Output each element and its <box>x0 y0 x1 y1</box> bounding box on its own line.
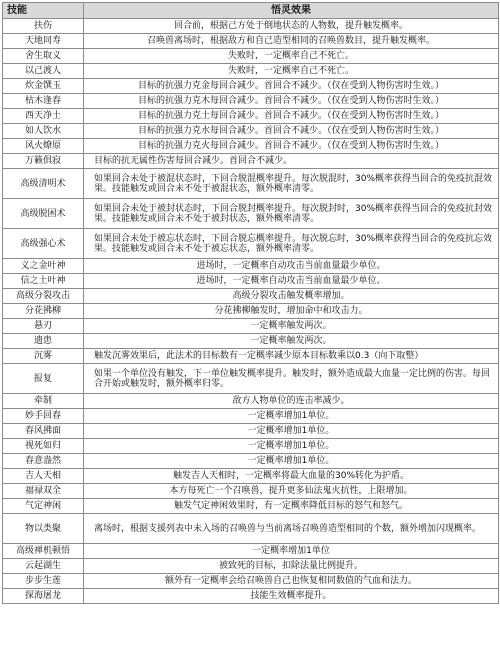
table-row <box>3 154 499 169</box>
table-row <box>3 229 499 259</box>
skill-name-cell: 悬刃 <box>3 319 84 334</box>
table-row <box>3 334 499 349</box>
skill-effect-cell: 本方每死亡一个召唤兽，提升更多仙法鬼火抗性，上限增加。 <box>84 484 499 499</box>
skill-name-cell: 高级强心术 <box>3 229 84 259</box>
skill-effect-cell: 目标的抗无属性伤害每回合减少。首回合不减少。 <box>84 154 499 169</box>
skill-name-cell: 天地同寿 <box>3 34 84 49</box>
skill-name-cell: 西天净土 <box>3 109 84 124</box>
skill-effect-cell: 一定概率增加1单位。 <box>84 409 499 424</box>
skill-effect-cell: 如果回合未处于被封状态时，下回合脱封概率提升。每次脱封时，30%概率获得当回合的免疫抗封效果。技能触发或回合未不处于被封状态，额外概率清零。 <box>84 199 499 229</box>
skill-effect-cell: 一定概率触发两次。 <box>84 319 499 334</box>
table-row <box>3 574 499 589</box>
table-body <box>3 19 499 604</box>
skill-name-cell: 福禄双全 <box>3 484 84 499</box>
table-row <box>3 499 499 514</box>
skill-effect-cell: 如果回合未处于被忘状态时，下回合脱忘概率提升。每次脱忘时，30%概率获得当回合的免疫抗忘效果。技能触发或回合未不处于被忘状态，额外概率清零。 <box>84 229 499 259</box>
skill-effect-cell: 敌方人物单位的连击率减少。 <box>84 394 499 409</box>
skill-effect-cell: 目标的抗强力克水每回合减少。首回合不减少。（仅在受到人物伤害时生效。） <box>84 124 499 139</box>
skill-effect-cell: 失败时，一定概率自己不死亡。 <box>84 49 499 64</box>
table-row <box>3 304 499 319</box>
skill-effect-cell: 离场时，根据支援列表中未入场的召唤兽与当前离场召唤兽造型相同的个数，额外增加闪现概率。 <box>84 514 499 544</box>
skill-effect-cell: 触发沉雾效果后，此法术的目标数有一定概率减少原本目标数乘以0.3（向下取整） <box>84 349 499 364</box>
table-row <box>3 319 499 334</box>
skill-name-cell: 风火燎原 <box>3 139 84 154</box>
table-row <box>3 364 499 394</box>
skill-effect-cell: 技能生效概率提升。 <box>84 589 499 604</box>
skill-name-cell: 吉人天相 <box>3 469 84 484</box>
table-row <box>3 469 499 484</box>
skill-effect-cell: 一定概率增加1单位。 <box>84 454 499 469</box>
column-header-effect: 悟灵效果 <box>84 3 499 19</box>
skill-effect-cell: 目标的抗强力克木每回合减少。首回合不减少。（仅在受到人物伤害时生效。） <box>84 94 499 109</box>
skill-effect-table <box>2 2 499 604</box>
skill-name-cell: 如人饮水 <box>3 124 84 139</box>
skill-name-cell: 扶伤 <box>3 19 84 34</box>
skill-name-cell: 报复 <box>3 364 84 394</box>
skill-effect-cell: 进场时，一定概率自动攻击当前血量最少单位。 <box>84 274 499 289</box>
skill-name-cell: 云起湖生 <box>3 559 84 574</box>
skill-name-cell: 信之土叶神 <box>3 274 84 289</box>
table-row <box>3 589 499 604</box>
skill-name-cell: 妙手回春 <box>3 409 84 424</box>
skill-name-cell: 舍生取义 <box>3 49 84 64</box>
table-row <box>3 94 499 109</box>
table-row <box>3 514 499 544</box>
skill-effect-cell: 回合前，根据己方处于倒地状态的人物数，提升触发概率。 <box>84 19 499 34</box>
skill-effect-cell: 触发吉人天相时，一定概率将最大血量的30%转化为护盾。 <box>84 469 499 484</box>
table-row <box>3 424 499 439</box>
table-row <box>3 124 499 139</box>
table-row <box>3 169 499 199</box>
skill-name-cell: 高级禅机顿悟 <box>3 544 84 559</box>
skill-name-cell: 视死如归 <box>3 439 84 454</box>
skill-name-cell: 沉雾 <box>3 349 84 364</box>
table-row <box>3 139 499 154</box>
skill-name-cell: 气定神闲 <box>3 499 84 514</box>
table-row <box>3 349 499 364</box>
table-row <box>3 454 499 469</box>
table-row <box>3 274 499 289</box>
skill-name-cell: 义之金叶神 <box>3 259 84 274</box>
skill-effect-cell: 目标的抗强力克火每回合减少。首回合不减少。（仅在受到人物伤害时生效。） <box>84 139 499 154</box>
skill-name-cell: 春意盎然 <box>3 454 84 469</box>
table-row <box>3 19 499 34</box>
table-row <box>3 394 499 409</box>
skill-name-cell: 万籁俱寂 <box>3 154 84 169</box>
skill-name-cell: 探海屠龙 <box>3 589 84 604</box>
skill-name-cell: 遗患 <box>3 334 84 349</box>
table-row <box>3 259 499 274</box>
skill-effect-cell: 一定概率增加1单位。 <box>84 424 499 439</box>
skill-name-cell: 高级清明术 <box>3 169 84 199</box>
skill-effect-cell: 高级分裂攻击触发概率增加。 <box>84 289 499 304</box>
skill-name-cell: 炊金馔玉 <box>3 79 84 94</box>
table-row <box>3 49 499 64</box>
table-row <box>3 79 499 94</box>
table-header-row <box>3 3 499 19</box>
table-row <box>3 439 499 454</box>
table-row <box>3 289 499 304</box>
skill-name-cell: 分花拂柳 <box>3 304 84 319</box>
skill-effect-cell: 进场时，一定概率自动攻击当前血量最少单位。 <box>84 259 499 274</box>
table-row <box>3 34 499 49</box>
table-row <box>3 559 499 574</box>
skill-name-cell: 牵制 <box>3 394 84 409</box>
table-row <box>3 484 499 499</box>
skill-effect-cell: 被致死的目标，扣除法量比例提升。 <box>84 559 499 574</box>
skill-effect-cell: 一定概率触发两次。 <box>84 334 499 349</box>
skill-name-cell: 物以类聚 <box>3 514 84 544</box>
skill-effect-cell: 失败时，一定概率自己不死亡。 <box>84 64 499 79</box>
skill-effect-cell: 如果回合未处于被混状态时，下回合脱混概率提升。每次脱混时，30%概率获得当回合的免疫抗混效果。技能触发或回合未不处于被混状态，额外概率清零。 <box>84 169 499 199</box>
skill-name-cell: 枯木逢春 <box>3 94 84 109</box>
column-header-skill: 技能 <box>3 3 84 19</box>
table-row <box>3 64 499 79</box>
skill-effect-cell: 分花拂柳触发时，增加命中和攻击力。 <box>84 304 499 319</box>
table-row <box>3 199 499 229</box>
table-row <box>3 109 499 124</box>
skill-effect-cell: 一定概率增加1单位 <box>84 544 499 559</box>
skill-effect-cell: 召唤兽离场时，根据敌方和自己造型相同的召唤兽数目，提升触发概率。 <box>84 34 499 49</box>
skill-name-cell: 高级分裂攻击 <box>3 289 84 304</box>
skill-effect-cell: 目标的抗强力克金每回合减少。首回合不减少。（仅在受到人物伤害时生效。） <box>84 79 499 94</box>
skill-name-cell: 高级脱困术 <box>3 199 84 229</box>
skill-effect-cell: 一定概率增加1单位。 <box>84 439 499 454</box>
skill-name-cell: 春风拂面 <box>3 424 84 439</box>
skill-effect-cell: 如果一个单位没有触发，下一单位触发概率提升。触发时，额外造成最大血量一定比例的伤害。每回合开始或触发时，额外概率归零。 <box>84 364 499 394</box>
skill-effect-cell: 目标的抗强力克土每回合减少。首回合不减少。（仅在受到人物伤害时生效。） <box>84 109 499 124</box>
skill-name-cell: 以己渡人 <box>3 64 84 79</box>
skill-effect-cell: 触发气定神闲效果时，有一定概率降低目标的怒气和怒气。 <box>84 499 499 514</box>
table-row <box>3 409 499 424</box>
table-row <box>3 544 499 559</box>
skill-name-cell: 步步生莲 <box>3 574 84 589</box>
skill-effect-cell: 额外有一定概率会给召唤兽自己也恢复相同数值的气血和法力。 <box>84 574 499 589</box>
